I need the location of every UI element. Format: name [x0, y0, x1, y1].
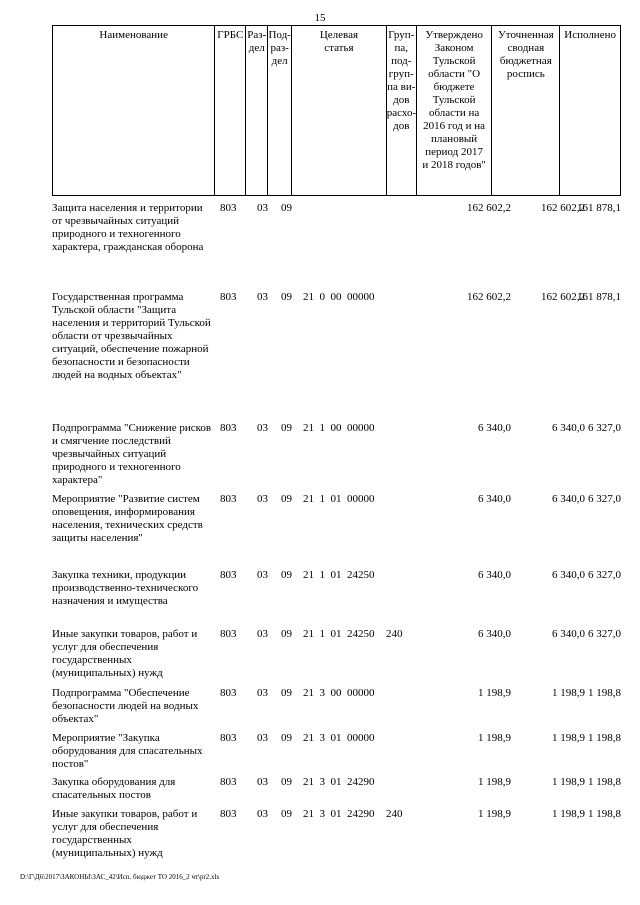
row-utoch: 6 340,0 — [552, 628, 585, 640]
row-utv: 6 340,0 — [478, 628, 511, 640]
row-celevaya: 21 3 01 00000 — [303, 732, 375, 744]
row-razdel: 03 — [257, 732, 268, 744]
row-isp: 1 198,8 — [588, 732, 621, 744]
header-razdel: Раз- дел — [246, 26, 268, 195]
row-razdel: 03 — [257, 569, 268, 581]
table-header — [52, 25, 621, 196]
row-utoch: 162 602,2 — [541, 202, 585, 214]
row-razdel: 03 — [257, 808, 268, 820]
row-razdel: 03 — [257, 422, 268, 434]
row-razdel: 03 — [257, 776, 268, 788]
row-isp: 6 327,0 — [588, 493, 621, 505]
row-podrazdel: 09 — [281, 569, 292, 581]
row-name: Мероприятие "Развитие систем оповещения, информирования населения, технических средств защиты населения" — [52, 493, 203, 544]
file-path-footer: D:\Г\Д6\2017\ЗАКОНЫ\ЗАС_42\Исп. бюджет ТО 2016_2 чт\pr2.xls — [20, 873, 220, 881]
row-grbs: 803 — [220, 628, 237, 640]
row-utv: 6 340,0 — [478, 493, 511, 505]
row-podrazdel: 09 — [281, 493, 292, 505]
row-isp: 6 327,0 — [588, 569, 621, 581]
row-utoch: 6 340,0 — [552, 493, 585, 505]
row-podrazdel: 09 — [281, 776, 292, 788]
row-podrazdel: 09 — [281, 628, 292, 640]
row-grbs: 803 — [220, 202, 237, 214]
header-utochnennaya: Уточненная сводная бюджетная роспись — [492, 26, 560, 195]
row-utoch: 1 198,9 — [552, 732, 585, 744]
row-celevaya: 21 3 00 00000 — [303, 687, 375, 699]
row-podrazdel: 09 — [281, 422, 292, 434]
row-podrazdel: 09 — [281, 808, 292, 820]
row-celevaya: 21 1 01 00000 — [303, 493, 375, 505]
row-name: Закупка техники, продукции производственно-технического назначения и имущества — [52, 569, 199, 607]
row-name: Государственная программа Тульской области "Защита населения и территорий Тульской области от чрезвычайных ситуаций, обеспечение пожарной безопасности и безопасности людей на водных объектах" — [52, 291, 211, 381]
row-grbs: 803 — [220, 687, 237, 699]
row-celevaya: 21 3 01 24290 — [303, 776, 375, 788]
row-utoch: 1 198,9 — [552, 808, 585, 820]
row-celevaya: 21 1 00 00000 — [303, 422, 375, 434]
header-gruppa: Груп- па, под- груп- па ви- дов расхо- дов — [387, 26, 417, 195]
row-isp: 161 878,1 — [577, 202, 621, 214]
header-celevaya: Целевая статья — [292, 26, 387, 195]
row-isp: 1 198,8 — [588, 687, 621, 699]
row-podrazdel: 09 — [281, 291, 292, 303]
header-name: Наименование — [53, 26, 215, 195]
row-grbs: 803 — [220, 776, 237, 788]
row-utv: 1 198,9 — [478, 732, 511, 744]
row-utv: 1 198,9 — [478, 687, 511, 699]
row-grbs: 803 — [220, 732, 237, 744]
row-name: Закупка оборудования для спасательных постов — [52, 776, 176, 801]
row-utv: 6 340,0 — [478, 569, 511, 581]
row-grbs: 803 — [220, 291, 237, 303]
row-utv: 6 340,0 — [478, 422, 511, 434]
row-isp: 1 198,8 — [588, 776, 621, 788]
row-razdel: 03 — [257, 628, 268, 640]
row-grbs: 803 — [220, 422, 237, 434]
header-ispolneno: Исполнено — [564, 29, 616, 41]
row-name: Подпрограмма "Обеспечение безопасности людей на водных объектах" — [52, 687, 199, 725]
budget-table — [52, 25, 621, 859]
row-isp: 6 327,0 — [588, 422, 621, 434]
row-name: Иные закупки товаров, работ и услуг для обеспечения государственных (муниципальных) нужд — [52, 628, 198, 679]
row-utoch: 6 340,0 — [552, 569, 585, 581]
row-grbs: 803 — [220, 493, 237, 505]
row-utv: 162 602,2 — [467, 291, 511, 303]
row-utv: 162 602,2 — [467, 202, 511, 214]
row-razdel: 03 — [257, 202, 268, 214]
page-number: 15 — [314, 12, 326, 24]
row-utoch: 1 198,9 — [552, 776, 585, 788]
row-utoch: 6 340,0 — [552, 422, 585, 434]
row-grbs: 803 — [220, 569, 237, 581]
row-razdel: 03 — [257, 493, 268, 505]
row-isp: 1 198,8 — [588, 808, 621, 820]
row-name: Защита населения и территории от чрезвычайных ситуаций природного и техногенного характера, гражданская оборона — [52, 202, 204, 253]
row-utoch: 1 198,9 — [552, 687, 585, 699]
row-gruppa: 240 — [386, 808, 403, 820]
row-podrazdel: 09 — [281, 732, 292, 744]
row-grbs: 803 — [220, 808, 237, 820]
row-podrazdel: 09 — [281, 687, 292, 699]
row-celevaya: 21 0 00 00000 — [303, 291, 375, 303]
row-name: Подпрограмма "Снижение рисков и смягчение последствий чрезвычайных ситуаций природного и техногенного характера" — [52, 422, 212, 486]
row-podrazdel: 09 — [281, 202, 292, 214]
header-utverzhdeno: Утверждено Законом Тульской области "О бюджете Тульской области на 2016 год и на плановый период 2017 и 2018 годов" — [417, 26, 493, 195]
header-grbs: ГРБС — [215, 26, 246, 195]
row-gruppa: 240 — [386, 628, 403, 640]
row-isp: 161 878,1 — [577, 291, 621, 303]
row-razdel: 03 — [257, 291, 268, 303]
row-name: Мероприятие "Закупка оборудования для спасательных постов" — [52, 732, 203, 770]
row-isp: 6 327,0 — [588, 628, 621, 640]
row-celevaya: 21 1 01 24250 — [303, 628, 375, 640]
row-utv: 1 198,9 — [478, 776, 511, 788]
row-celevaya: 21 1 01 24250 — [303, 569, 375, 581]
row-utoch: 162 602,2 — [541, 291, 585, 303]
header-podrazdel: Под- раз- дел — [268, 26, 292, 195]
row-utv: 1 198,9 — [478, 808, 511, 820]
row-celevaya: 21 3 01 24290 — [303, 808, 375, 820]
row-razdel: 03 — [257, 687, 268, 699]
row-name: Иные закупки товаров, работ и услуг для обеспечения государственных (муниципальных) нужд — [52, 808, 198, 859]
